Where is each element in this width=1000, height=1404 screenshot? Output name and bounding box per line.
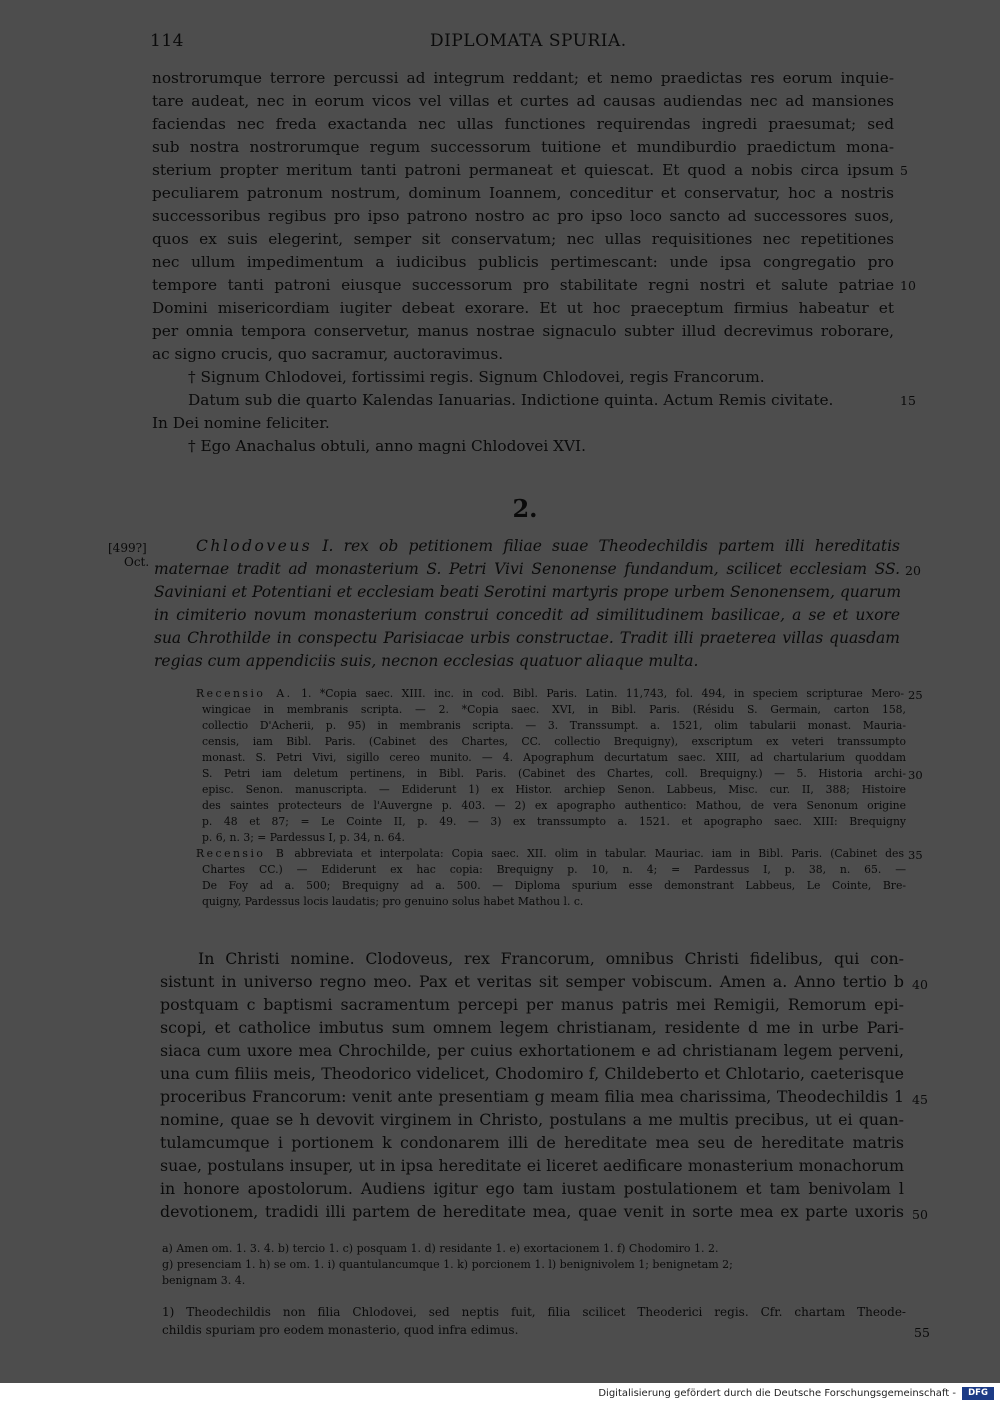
text-line: successoribus regibus pro ipso patrono nostro ac pro ipso loco sancto ad successores suos, bbox=[152, 207, 894, 225]
line-number: 20 bbox=[905, 563, 921, 578]
line-number: 50 bbox=[912, 1207, 928, 1222]
recensio-line: p. 6, n. 3; = Pardessus I, p. 34, n. 64. bbox=[202, 831, 405, 844]
recensio-line: S. Petri iam deletum pertinens, in Bibl. Paris. (Cabinet des Chartes, coll. Brequigny.) — 5. Historia archi- bbox=[202, 767, 906, 780]
regest-line: in cimiterio novum monasterium construi concedit ad similitudinem basilicae, a se et uxore bbox=[154, 606, 900, 624]
text-line: faciendas nec freda exactanda nec ullas functiones requirendas ingredi praesumat; sed bbox=[152, 115, 894, 133]
text-line: nec ullum impedimentum a iudicibus publicis pertimescant: unde ipsa congregatio pro bbox=[152, 253, 894, 271]
text-line: postquam c baptismi sacramentum percepi per manus patris mei Remigii, Remorum epi- bbox=[160, 995, 904, 1014]
regest-line: sua Chrothilde in conspectu Parisiacae urbis constructae. Tradit illi praeterea villas quasdam bbox=[154, 629, 900, 647]
text-line: proceribus Francorum: venit ante presentiam g meam filia mea charissima, Theodechildis 1 bbox=[160, 1087, 904, 1106]
footnote-line: childis spuriam pro eodem monasterio, quod infra edimus. bbox=[162, 1323, 519, 1337]
text-line: sub nostra nostrorumque regum successorum tuitione et mundiburdio praedictum mona- bbox=[152, 138, 894, 156]
text-line: sistunt in universo regno meo. Pax et veritas sit semper vobiscum. Amen a. Anno tertio b bbox=[160, 972, 904, 991]
document-number: 2. bbox=[512, 494, 538, 523]
text-line: tempore tanti patroni eiusque successorum pro stabilitate regni nostri et salute patriae bbox=[152, 276, 894, 294]
line-number: 55 bbox=[914, 1325, 930, 1340]
recensio-text: 1. *Copia saec. XIII. inc. in cod. Bibl. Paris. Latin. 11,743, fol. 494, in speciem scripturae Mero- bbox=[292, 687, 904, 700]
recensio-line bbox=[196, 846, 904, 862]
recensio-label: Recensio A. bbox=[196, 687, 293, 700]
recensio-line: wingicae in membranis scripta. — 2. *Copia saec. XVI, in Bibl. Paris. (Résidu S. Germain, carton 158, bbox=[202, 703, 906, 716]
regest-line: regias cum appendiciis suis, necnon ecclesias quatuor aliaque multa. bbox=[154, 652, 699, 670]
recensio-line: collectio D'Acherii, p. 95) in membranis scripta. — 3. Transsumpt. a. 1521, olim tabularii monast. Mauria- bbox=[202, 719, 906, 732]
text-line: scopi, et catholice imbutus sum omnem legem christianam, residente d me in urbe Pari- bbox=[160, 1018, 904, 1037]
recensio-line: censis, iam Bibl. Paris. (Cabinet des Chartes, CC. collectio Brequigny), exscriptum ex veteri transsumpto bbox=[202, 735, 906, 748]
regest-name: Chlodoveus bbox=[196, 537, 313, 555]
datum-line: Datum sub die quarto Kalendas Ianuarias. Indictione quinta. Actum Remis civitate. bbox=[188, 391, 834, 409]
footer-bar bbox=[0, 1383, 1000, 1404]
footnote-line: 1) Theodechildis non filia Chlodovei, sed neptis fuit, filia scilicet Theoderici regis. Cfr. chartam Theode- bbox=[162, 1305, 906, 1319]
text-line: In Christi nomine. Clodoveus, rex Francorum, omnibus Christi fidelibus, qui con- bbox=[198, 949, 904, 968]
subscription-line: † Ego Anachalus obtuli, anno magni Chlodovei XVI. bbox=[188, 437, 586, 455]
text-line: Domini misericordiam iugiter debeat exorare. Et ut hoc praeceptum firmius habeatur et bbox=[152, 299, 894, 317]
recensio-line: episc. Senon. manuscripta. — Ediderunt 1) ex Histor. archiep Senon. Labbeus, Misc. cur. II, 388; Histoire bbox=[202, 783, 906, 796]
recensio-line: De Foy ad a. 500; Brequigny ad a. 500. — Diploma spurium esse demonstrant Labbeus, Le Cointe, Bre- bbox=[202, 879, 906, 892]
text-line: peculiarem patronum nostrum, dominum Ioannem, conceditur et conservatur, hoc a nostris bbox=[152, 184, 894, 202]
text-line: per omnia tempora conservetur, manus nostrae signaculo subter illud decrevimus roborare, bbox=[152, 322, 894, 340]
recensio-line: des saintes protecteurs de l'Auvergne p. 403. — 2) ex apographo authentico: Mathou, de vera Senonum origine bbox=[202, 799, 906, 812]
text-line: tulamcumque i portionem k condonarem illi de hereditate mea seu de hereditate matris bbox=[160, 1133, 904, 1152]
line-number: 15 bbox=[900, 393, 916, 408]
line-number: 40 bbox=[912, 977, 928, 992]
recensio-line: Chartes CC.) — Ediderunt ex hac copia: Brequigny p. 10, n. 4; = Pardessus I, p. 38, n. 65. — bbox=[202, 863, 906, 876]
text-line: in honore apostolorum. Audiens igitur ego tam iustam postulationem et tam benivolam l bbox=[160, 1179, 904, 1198]
margin-date-year: [499?] bbox=[108, 541, 147, 555]
running-title: DIPLOMATA SPURIA. bbox=[430, 31, 627, 51]
line-number: 45 bbox=[912, 1092, 928, 1107]
dfg-logo: DFG bbox=[962, 1387, 994, 1400]
recensio-line: p. 48 et 87; = Le Cointe II, p. 49. — 3) ex transsumpto a. 1521. et apographo saec. XIII: Brequigny bbox=[202, 815, 906, 828]
text-line: suae, postulans insuper, ut in ipsa hereditate ei liceret aedificare monasterium monachorum bbox=[160, 1156, 904, 1175]
line-number: 35 bbox=[908, 848, 923, 862]
text-line: quos ex suis elegerint, semper sit conservatum; nec ullas requisitiones nec repetitiones bbox=[152, 230, 894, 248]
recensio-line: monast. S. Petri Vivi, sigillo cereo munito. — 4. Apographum decurtatum saec. XIII, ad chartularium quoddam bbox=[202, 751, 906, 764]
margin-date-month: Oct. bbox=[124, 555, 150, 569]
footer-credit: Digitalisierung gefördert durch die Deutsche Forschungsgemeinschaft - bbox=[598, 1388, 956, 1399]
line-number: 5 bbox=[900, 163, 908, 178]
text-line: In Dei nomine feliciter. bbox=[152, 414, 330, 432]
recensio-text: abbreviata et interpolata: Copia saec. XII. olim in tabular. Mauriac. iam in Bibl. Paris. (Cabinet des bbox=[286, 847, 904, 860]
page-number: 114 bbox=[150, 31, 184, 51]
text-line: ac signo crucis, quo sacramur, auctoravimus. bbox=[152, 345, 504, 363]
text-line: devotionem, tradidi illi partem de hereditate mea, quae venit in sorte mea ex parte uxoris bbox=[160, 1202, 904, 1221]
footnote-apparatus-line: g) presenciam 1. h) se om. 1. i) quantulancumque 1. k) porcionem 1. l) benignivolem 1; benignetam 2; bbox=[162, 1258, 733, 1271]
text-line: tare audeat, nec in eorum vicos vel villas et curtes ad causas audiendas nec ad mansiones bbox=[152, 92, 894, 110]
signum-line: † Signum Chlodovei, fortissimi regis. Signum Chlodovei, regis Francorum. bbox=[188, 368, 765, 386]
text-line: siaca cum uxore mea Chrochilde, per cuius exhortationem e ad christianam legem perveni, bbox=[160, 1041, 904, 1060]
text-line: nostrorumque terrore percussi ad integrum reddant; et nemo praedictas res eorum inquie- bbox=[152, 69, 894, 87]
regest-line: maternae tradit ad monasterium S. Petri Vivi Senonense fundandum, scilicet ecclesiam SS. bbox=[154, 560, 900, 578]
text-line: sterium propter meritum tanti patroni permaneat et quiescat. Et quod a nobis circa ipsum bbox=[152, 161, 894, 179]
regest-line bbox=[196, 535, 900, 558]
text-line: nomine, quae se h devovit virginem in Christo, postulans a me multis precibus, ut ei quan- bbox=[160, 1110, 904, 1129]
text-line: una cum filiis meis, Theodorico videlicet, Chodomiro f, Childeberto et Chlotario, caeterisque bbox=[160, 1064, 904, 1083]
line-number: 30 bbox=[908, 768, 923, 782]
recensio-line: quigny, Pardessus locis laudatis; pro genuino solus habet Mathou l. c. bbox=[202, 895, 584, 908]
footnote-apparatus-line: a) Amen om. 1. 3. 4. b) tercio 1. c) posquam 1. d) residante 1. e) exortacionem 1. f) Chodomiro 1. 2. bbox=[162, 1242, 719, 1255]
line-number: 10 bbox=[900, 278, 916, 293]
regest-text: I. rex ob petitionem filiae suae Theodechildis partem illi hereditatis bbox=[312, 537, 900, 555]
line-number: 25 bbox=[908, 688, 923, 702]
recensio-label: Recensio B bbox=[196, 847, 287, 860]
recensio-line bbox=[196, 686, 904, 702]
footnote-apparatus-line: benignam 3. 4. bbox=[162, 1274, 246, 1287]
regest-line: Saviniani et Potentiani et ecclesiam beati Serotini martyris prope urbem Senonensem, quarum bbox=[154, 583, 902, 601]
